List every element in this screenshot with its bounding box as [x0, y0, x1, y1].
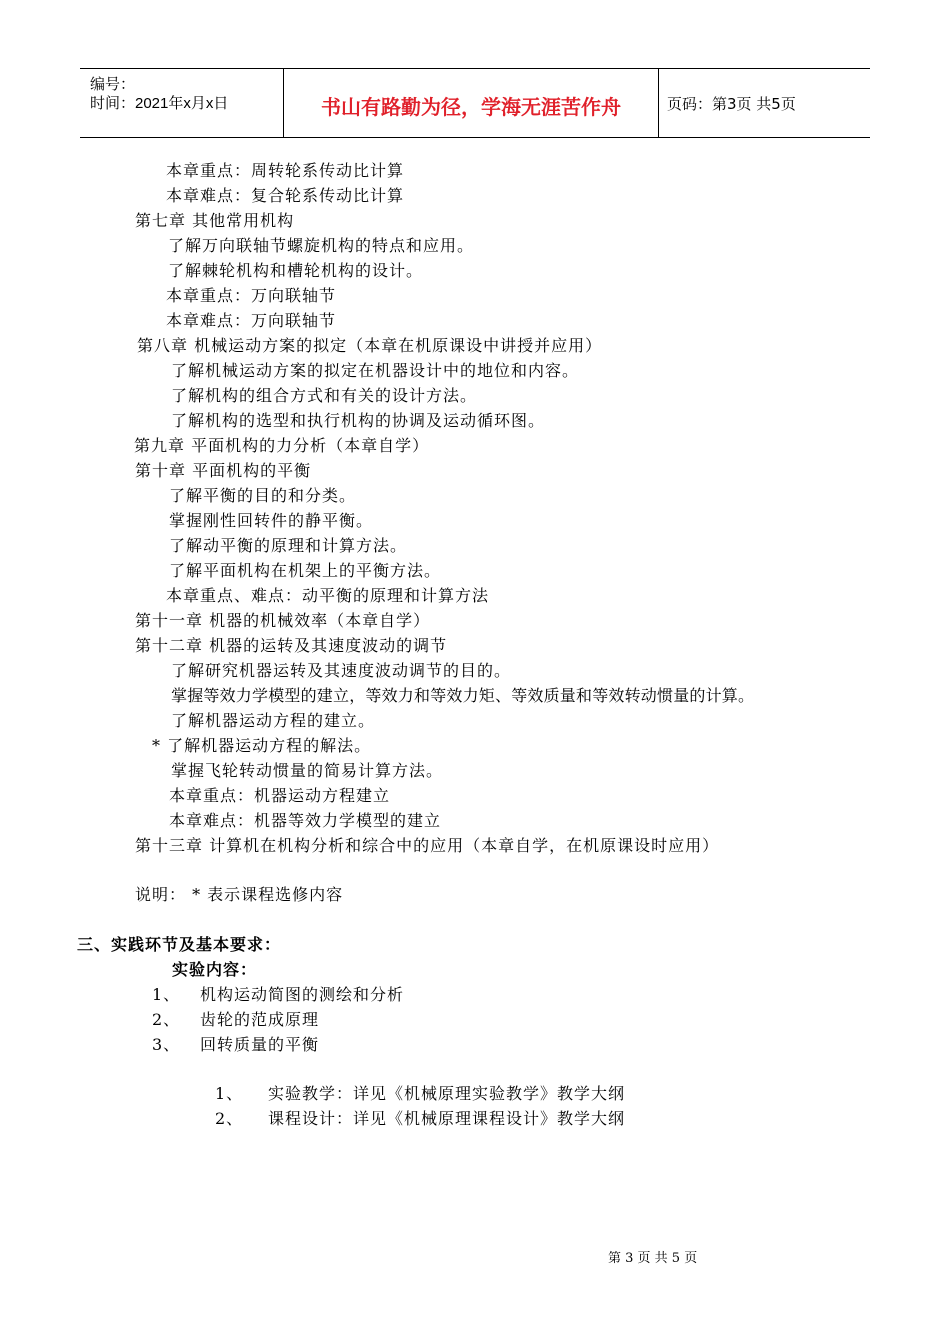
text-line: 了解万向联轴节螺旋机构的特点和应用。 — [168, 236, 475, 255]
experiment-number: 1、 — [152, 985, 181, 1004]
text-line: 本章难点：万向联轴节 — [166, 311, 337, 330]
text-line: 了解平面机构在机架上的平衡方法。 — [169, 561, 442, 580]
text-line: 了解平衡的目的和分类。 — [169, 486, 357, 505]
text-line: 本章重点：周转轮系传动比计算 — [166, 161, 405, 180]
text-line: 了解动平衡的原理和计算方法。 — [169, 536, 408, 555]
document-number-label: 编号： — [90, 76, 136, 93]
chapter-heading: 第七章 其他常用机构 — [135, 211, 295, 230]
text-line: 了解棘轮机构和槽轮机构的设计。 — [168, 261, 424, 280]
text-line: 了解研究机器运转及其速度波动调节的目的。 — [171, 661, 512, 680]
page-header — [80, 68, 870, 138]
reference-item: 课程设计：详见《机械原理课程设计》教学大纲 — [268, 1109, 626, 1128]
experiment-number: 2、 — [152, 1010, 181, 1029]
header-page-code: 页码：第3页 共5页 — [667, 95, 796, 113]
text-line: 本章难点：机器等效力学模型的建立 — [169, 811, 442, 830]
header-motto-cell — [284, 69, 659, 137]
experiment-item: 回转质量的平衡 — [200, 1035, 320, 1054]
document-date: 时间：2021年x月x日 — [90, 95, 229, 112]
experiment-item: 机构运动简图的测绘和分析 — [200, 985, 405, 1004]
experiment-item: 齿轮的范成原理 — [200, 1010, 320, 1029]
text-line: 本章难点：复合轮系传动比计算 — [166, 186, 405, 205]
header-meta-cell — [80, 69, 284, 137]
chapter-heading: 第十二章 机器的运转及其速度波动的调节 — [135, 636, 448, 655]
reference-number: 1、 — [215, 1084, 244, 1103]
reference-item: 实验教学：详见《机械原理实验教学》教学大纲 — [268, 1084, 626, 1103]
text-line: 了解机械运动方案的拟定在机器设计中的地位和内容。 — [171, 361, 580, 380]
chapter-heading: 第十章 平面机构的平衡 — [135, 461, 312, 480]
chapter-heading: 第九章 平面机构的力分析（本章自学） — [134, 436, 430, 455]
section-subtitle: 实验内容： — [172, 960, 258, 979]
text-line: 了解机构的选型和执行机构的协调及运动循环图。 — [171, 411, 546, 430]
chapter-heading: 第十一章 机器的机械效率（本章自学） — [135, 611, 431, 630]
page-footer: 第 3 页 共 5 页 — [608, 1251, 698, 1266]
chapter-heading: 第十三章 计算机在机构分析和综合中的应用（本章自学，在机原课设时应用） — [135, 836, 720, 855]
text-line: 掌握刚性回转件的静平衡。 — [169, 511, 374, 530]
text-line: * 了解机器运动方程的解法。 — [152, 736, 372, 755]
text-line: 掌握等效力学模型的建立，等效力和等效力矩、等效质量和等效转动惯量的计算。 — [171, 686, 755, 705]
text-line: 了解机器运动方程的建立。 — [171, 711, 376, 730]
section-title: 三、实践环节及基本要求： — [77, 935, 282, 954]
header-page-cell — [659, 69, 870, 137]
experiment-number: 3、 — [152, 1035, 181, 1054]
text-line: 本章重点、难点：动平衡的原理和计算方法 — [166, 586, 490, 605]
reference-number: 2、 — [215, 1109, 244, 1128]
text-line: 掌握飞轮转动惯量的简易计算方法。 — [171, 761, 444, 780]
text-line: 了解机构的组合方式和有关的设计方法。 — [171, 386, 478, 405]
text-line: 本章重点：万向联轴节 — [166, 286, 337, 305]
note-line: 说明： * 表示课程选修内容 — [135, 885, 344, 904]
text-line: 本章重点：机器运动方程建立 — [169, 786, 391, 805]
header-motto: 书山有路勤为径，学海无涯苦作舟 — [321, 95, 621, 119]
chapter-heading: 第八章 机械运动方案的拟定（本章在机原课设中讲授并应用） — [137, 336, 603, 355]
